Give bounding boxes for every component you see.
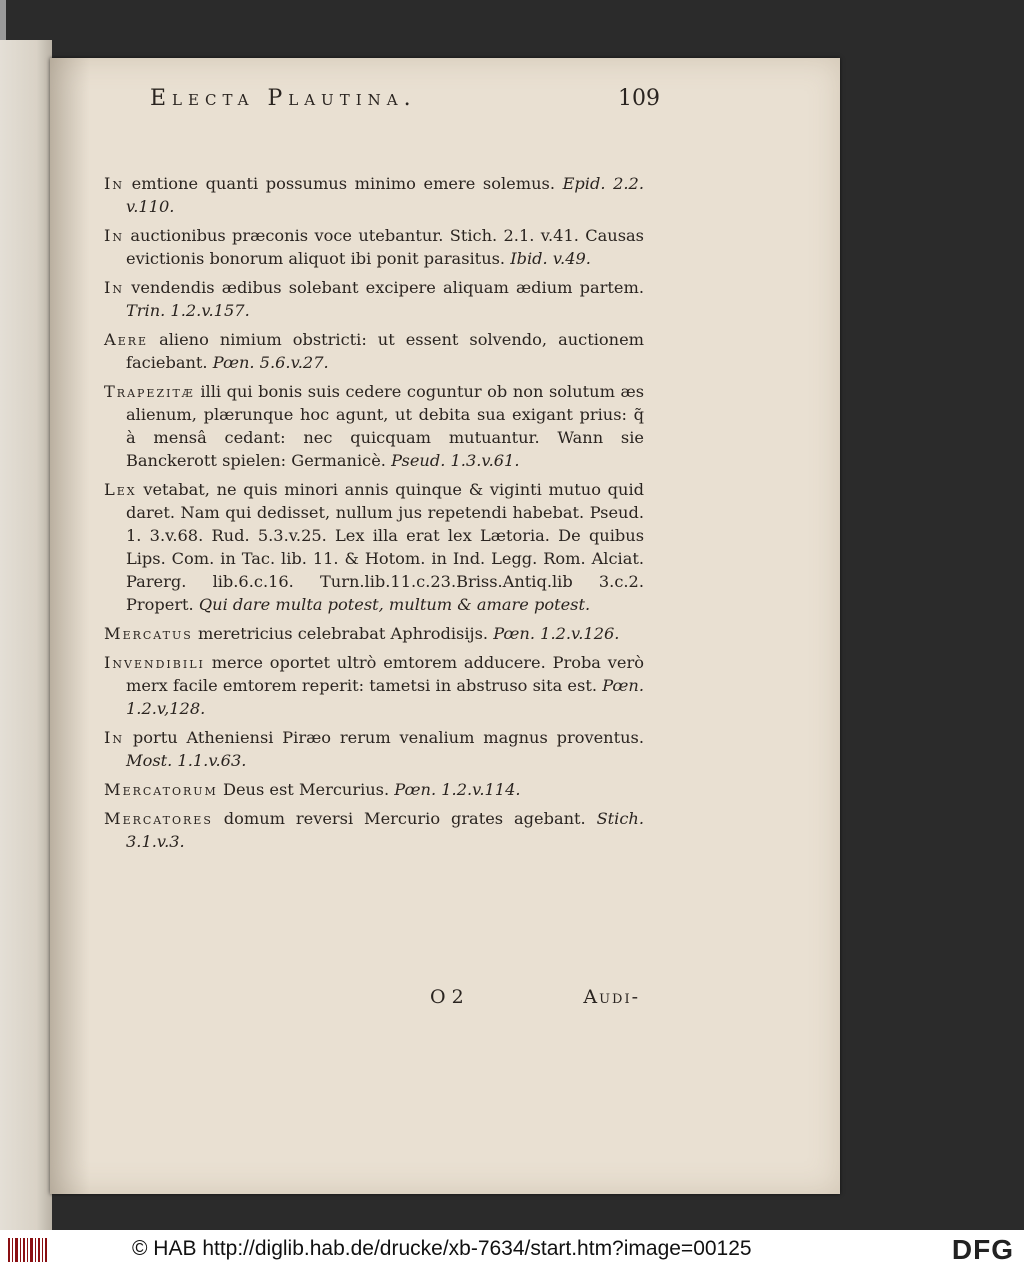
entry-lead: Mercatorum: [104, 780, 218, 799]
entry-citation: Pseud. 1.3.v.61.: [391, 451, 520, 470]
entry: [104, 172, 644, 218]
entry-citation: Qui dare multa potest, multum & amare potest.: [198, 595, 591, 614]
catchline: [430, 986, 640, 1016]
signature-mark: O 2: [430, 986, 464, 1008]
entry-lead: Mercatores: [104, 809, 213, 828]
footer-bar: [0, 1230, 1024, 1270]
entry-lead: Trapezitæ: [104, 382, 195, 401]
entry-text: meretricius celebrabat Aphrodisijs.: [197, 624, 489, 643]
entry-lead: Mercatus: [104, 624, 193, 643]
entry-citation: Ibid. v.49.: [510, 249, 591, 268]
entry-citation: Epid. 2.2. v.110.: [126, 174, 644, 216]
entry-lead: Invendibili: [104, 653, 205, 672]
entry-text: vetabat, ne quis minori annis quinque & viginti mutuo quid daret. Nam qui dedisset, nullum jus repetendi habebat. Pseud. 1. 3.v.68. Rud. 5.3.v.25. Lex illa erat lex Lætoria. De quibus Lips. Com. in Tac. lib. 11. & Hotom. in Ind. Legg. Rom. Alciat. Parerg. lib.6.c.16. Turn.lib.11.c.23.Briss.Antiq.lib 3.c.2. Propert.: [126, 480, 644, 614]
entry-text: portu Atheniensi Piræo rerum venalium magnus proventus.: [132, 728, 644, 747]
entry-lead: In: [104, 174, 125, 193]
entry-text: emtione quanti possumus minimo emere solemus.: [131, 174, 555, 193]
entry: [104, 651, 644, 720]
entry-lead: In: [104, 728, 125, 747]
entry: [104, 380, 644, 472]
dfg-logo: DFG: [951, 1234, 1014, 1265]
entry-citation: Most. 1.1.v.63.: [126, 751, 247, 770]
entry-text: illi qui bonis suis cedere coguntur ob non solutum æs alienum, plærunque hoc agunt, ut debita sua exigant prius: q̃ à mensâ cedant: nec quicquam mutuantur. Wann sie Banckerott spielen: Germanicè.: [126, 382, 644, 470]
entry-citation: Pœn. 1.2.v.114.: [394, 780, 521, 799]
entry: [104, 224, 644, 270]
entry-citation: Stich. 3.1.v.3.: [126, 809, 644, 851]
entry-text: merce oportet ultrò emtorem adducere. Proba verò merx facile emtorem reperit: tametsi in abstruso sita est.: [126, 653, 644, 695]
entry-lead: Lex: [104, 480, 137, 499]
entry-text: alieno nimium obstricti: ut essent solvendo, auctionem faciebant.: [126, 330, 644, 372]
entry-text: vendendis ædibus solebant excipere aliquam ædium partem.: [131, 278, 644, 297]
entry-list: [104, 172, 644, 859]
entry-lead: In: [104, 278, 125, 297]
gutter-shadow: [50, 58, 90, 1194]
entry-citation: Pœn. 1.2.v,128.: [126, 676, 644, 718]
entry-citation: Pœn. 5.6.v.27.: [212, 353, 329, 372]
entry-text: domum reversi Mercurio grates agebant.: [223, 809, 586, 828]
facing-page-edge: [0, 40, 52, 1230]
entry: [104, 726, 644, 772]
entry-text: auctionibus præconis voce utebantur. Stich. 2.1. v.41. Causas evictionis bonorum aliquot ibi ponit parasitus.: [126, 226, 644, 268]
entry: [104, 328, 644, 374]
entry: [104, 478, 644, 616]
running-title: Electa Plautina.: [150, 86, 417, 111]
entry: [104, 807, 644, 853]
entry-lead: Aere: [104, 330, 149, 349]
copyright-url[interactable]: © HAB http://diglib.hab.de/drucke/xb-7634/start.htm?image=00125: [132, 1237, 752, 1260]
barcode-icon: [8, 1238, 48, 1262]
entry-lead: In: [104, 226, 125, 245]
entry-citation: Trin. 1.2.v.157.: [126, 301, 250, 320]
entry: [104, 778, 644, 801]
page-number: 109: [618, 86, 660, 111]
entry: [104, 622, 644, 645]
page-header: [150, 86, 660, 116]
catchword: Audi-: [583, 986, 640, 1008]
entry: [104, 276, 644, 322]
entry-text: Deus est Mercurius.: [222, 780, 390, 799]
entry-citation: Pœn. 1.2.v.126.: [493, 624, 620, 643]
